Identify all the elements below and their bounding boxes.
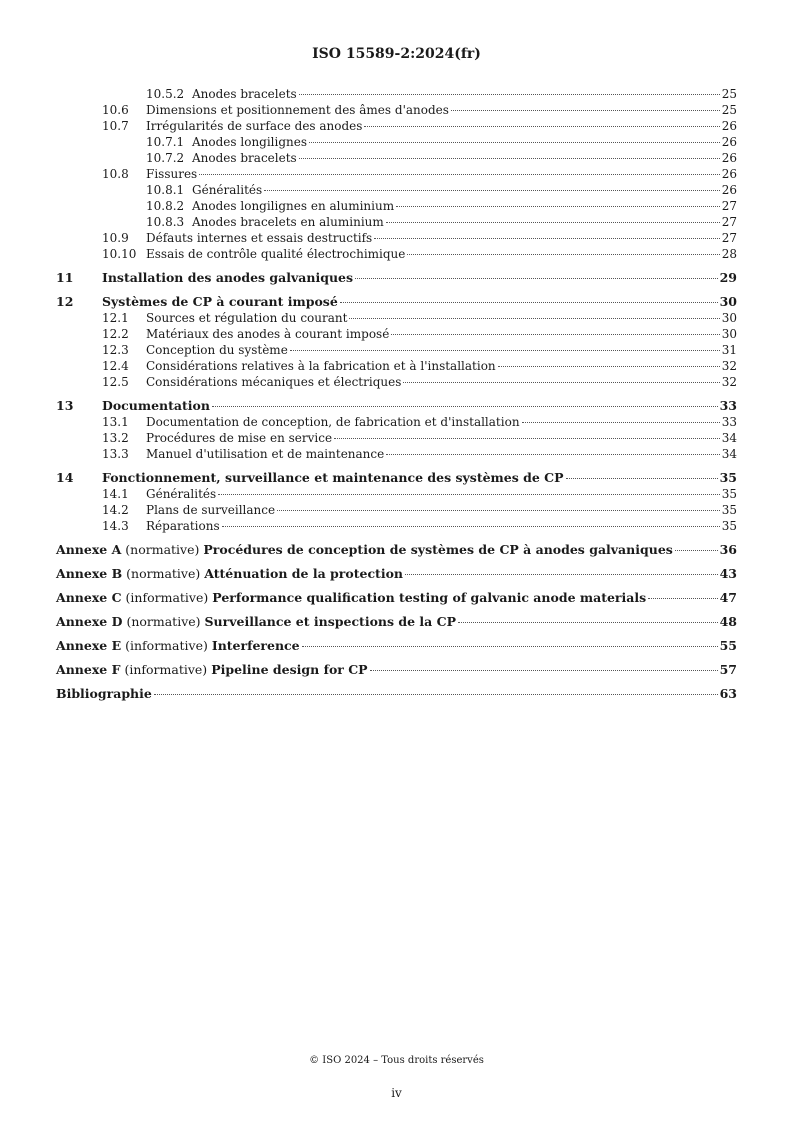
toc-entry-title: Matériaux des anodes à courant imposé bbox=[146, 327, 390, 341]
toc-entry[interactable] bbox=[56, 150, 737, 166]
dot-leader bbox=[451, 110, 720, 111]
toc-entry-page: 26 bbox=[721, 135, 737, 149]
toc-entry-title: Fissures bbox=[146, 167, 198, 181]
annex-page: 48 bbox=[719, 614, 737, 629]
toc-entry[interactable] bbox=[56, 230, 737, 246]
toc-entry[interactable] bbox=[56, 470, 737, 486]
dot-leader bbox=[302, 646, 718, 647]
toc-entry-title: Anodes longilignes en aluminium bbox=[192, 199, 395, 213]
toc-entry-number: 13.3 bbox=[102, 447, 129, 461]
toc-entry-number: 12 bbox=[56, 294, 74, 309]
dot-leader bbox=[277, 510, 720, 511]
dot-leader bbox=[403, 382, 719, 383]
toc-entry-number: 12.2 bbox=[102, 327, 129, 341]
toc-entry-page: 30 bbox=[721, 311, 737, 325]
toc-entry-number: 10.8.3 bbox=[146, 215, 185, 229]
toc-entry[interactable] bbox=[56, 246, 737, 262]
toc-entry-page: 33 bbox=[721, 415, 737, 429]
annex-id: Annexe E bbox=[56, 638, 122, 653]
toc-entry-title: Sources et régulation du courant bbox=[146, 311, 348, 325]
toc-entry[interactable] bbox=[56, 102, 737, 118]
toc-entry[interactable] bbox=[56, 270, 737, 286]
toc-entry[interactable] bbox=[56, 430, 737, 446]
toc-entry[interactable] bbox=[56, 86, 737, 102]
toc-entry-number: 10.5.2 bbox=[146, 87, 185, 101]
dot-leader bbox=[566, 478, 718, 479]
toc-entry-title: Fonctionnement, surveillance et maintenance des systèmes de CP bbox=[102, 470, 564, 485]
toc-entry-number: 10.7 bbox=[102, 119, 129, 133]
toc-entry-page: 34 bbox=[721, 447, 737, 461]
dot-leader bbox=[675, 550, 718, 551]
dot-leader bbox=[222, 526, 720, 527]
document-header: ISO 15589-2:2024(fr) bbox=[312, 46, 481, 62]
annex-title: Atténuation de la protection bbox=[204, 566, 403, 581]
dot-leader bbox=[264, 190, 720, 191]
toc-entry-title: Installation des anodes galvaniques bbox=[102, 270, 354, 285]
toc-entry-number: 10.7.1 bbox=[146, 135, 185, 149]
toc-entry-page: 35 bbox=[719, 470, 737, 485]
toc-entry-number: 10.8.2 bbox=[146, 199, 185, 213]
toc-entry[interactable] bbox=[56, 182, 737, 198]
annex-page: 47 bbox=[719, 590, 737, 605]
toc-entry-page: 29 bbox=[719, 270, 737, 285]
annex-title: Procédures de conception de systèmes de CP à anodes galvaniques bbox=[203, 542, 673, 557]
annex-id: Annexe A bbox=[56, 542, 122, 557]
toc-entry-number: 14.3 bbox=[102, 519, 129, 533]
annex-type: (normative) bbox=[125, 542, 200, 557]
dot-leader bbox=[154, 694, 718, 695]
annex-id: Annexe F bbox=[56, 662, 121, 677]
toc-entry-number: 12.3 bbox=[102, 343, 129, 357]
dot-leader bbox=[498, 366, 720, 367]
toc-entry-title: Essais de contrôle qualité électrochimique bbox=[146, 247, 406, 261]
toc-entry[interactable] bbox=[56, 166, 737, 182]
annex-page: 57 bbox=[719, 662, 737, 677]
toc-entry-title: Anodes bracelets bbox=[192, 87, 297, 101]
toc-entry-page: 27 bbox=[721, 215, 737, 229]
dot-leader bbox=[309, 142, 720, 143]
dot-leader bbox=[374, 238, 720, 239]
toc-entry-page: 30 bbox=[719, 294, 737, 309]
toc-entry[interactable] bbox=[56, 198, 737, 214]
toc-entry-number: 13 bbox=[56, 398, 74, 413]
dot-leader bbox=[212, 406, 718, 407]
toc-entry-title: Anodes longilignes bbox=[192, 135, 308, 149]
dot-leader bbox=[386, 454, 719, 455]
toc-entry-page: 31 bbox=[721, 343, 737, 357]
annex-entry[interactable] bbox=[56, 614, 737, 630]
toc-entry-number: 14.2 bbox=[102, 503, 129, 517]
toc-entry-page: 35 bbox=[721, 519, 737, 533]
toc-entry-title: Systèmes de CP à courant imposé bbox=[102, 294, 338, 309]
annex-id: Annexe B bbox=[56, 566, 123, 581]
toc-entry-title: Considérations mécaniques et électriques bbox=[146, 375, 402, 389]
toc-entry-page: 25 bbox=[721, 103, 737, 117]
toc-entry-title: Généralités bbox=[146, 487, 217, 501]
toc-entry-page: 27 bbox=[721, 199, 737, 213]
toc-entry-page: 30 bbox=[721, 327, 737, 341]
dot-leader bbox=[340, 302, 718, 303]
dot-leader bbox=[386, 222, 720, 223]
toc-entry[interactable] bbox=[56, 374, 737, 390]
dot-leader bbox=[522, 422, 720, 423]
toc-entry-title: Conception du système bbox=[146, 343, 288, 357]
toc-entry-page: 32 bbox=[721, 359, 737, 373]
dot-leader bbox=[648, 598, 717, 599]
toc-entry-number: 10.6 bbox=[102, 103, 129, 117]
toc-entry-number: 12.1 bbox=[102, 311, 129, 325]
dot-leader bbox=[334, 438, 720, 439]
toc-entry-title: Documentation bbox=[102, 398, 210, 413]
toc-entry-page: 34 bbox=[721, 431, 737, 445]
toc-entry[interactable] bbox=[56, 214, 737, 230]
annex-type: (informative) bbox=[125, 590, 209, 605]
annex-title: Pipeline design for CP bbox=[211, 662, 368, 677]
bibliography-title: Bibliographie bbox=[56, 686, 152, 701]
dot-leader bbox=[355, 278, 718, 279]
copyright-notice: © ISO 2024 – Tous droits réservés bbox=[309, 1055, 484, 1066]
annex-id: Annexe D bbox=[56, 614, 123, 629]
toc-entry-number: 10.7.2 bbox=[146, 151, 185, 165]
toc-entry-page: 25 bbox=[721, 87, 737, 101]
annex-entry[interactable] bbox=[56, 542, 737, 558]
toc-entry[interactable] bbox=[56, 118, 737, 134]
toc-entry-page: 26 bbox=[721, 183, 737, 197]
dot-leader bbox=[290, 350, 720, 351]
toc-entry-page: 26 bbox=[721, 167, 737, 181]
bibliography-entry[interactable] bbox=[56, 686, 737, 702]
toc-entry[interactable] bbox=[56, 502, 737, 518]
toc-entry-title: Procédures de mise en service bbox=[146, 431, 333, 445]
toc-entry-title: Irrégularités de surface des anodes bbox=[146, 119, 363, 133]
dot-leader bbox=[458, 622, 718, 623]
dot-leader bbox=[299, 94, 720, 95]
toc-entry-page: 27 bbox=[721, 231, 737, 245]
dot-leader bbox=[405, 574, 718, 575]
toc-entry[interactable] bbox=[56, 358, 737, 374]
toc-entry-page: 35 bbox=[721, 503, 737, 517]
toc-entry-title: Généralités bbox=[192, 183, 263, 197]
toc-entry-number: 13.2 bbox=[102, 431, 129, 445]
toc-entry-page: 26 bbox=[721, 151, 737, 165]
toc-entry-title: Manuel d'utilisation et de maintenance bbox=[146, 447, 385, 461]
toc-entry-number: 11 bbox=[56, 270, 74, 285]
annex-type: (normative) bbox=[126, 614, 201, 629]
dot-leader bbox=[396, 206, 720, 207]
annex-page: 55 bbox=[719, 638, 737, 653]
annex-page: 36 bbox=[719, 542, 737, 557]
annex-type: (normative) bbox=[126, 566, 201, 581]
dot-leader bbox=[299, 158, 720, 159]
dot-leader bbox=[218, 494, 720, 495]
toc-entry-title: Défauts internes et essais destructifs bbox=[146, 231, 373, 245]
toc-entry[interactable] bbox=[56, 446, 737, 462]
annex-page: 43 bbox=[719, 566, 737, 581]
annex-id: Annexe C bbox=[56, 590, 122, 605]
annex-entry[interactable] bbox=[56, 566, 737, 582]
table-of-contents bbox=[56, 86, 737, 702]
toc-entry-page: 28 bbox=[721, 247, 737, 261]
toc-entry[interactable] bbox=[56, 294, 737, 310]
annex-entry[interactable] bbox=[56, 662, 737, 678]
toc-entry[interactable] bbox=[56, 486, 737, 502]
toc-entry-number: 10.8 bbox=[102, 167, 129, 181]
toc-entry-number: 14.1 bbox=[102, 487, 129, 501]
bibliography-page: 63 bbox=[719, 686, 737, 701]
dot-leader bbox=[370, 670, 718, 671]
dot-leader bbox=[364, 126, 719, 127]
toc-entry-page: 26 bbox=[721, 119, 737, 133]
toc-entry-title: Anodes bracelets en aluminium bbox=[192, 215, 384, 229]
toc-entry[interactable] bbox=[56, 518, 737, 534]
annex-entry[interactable] bbox=[56, 638, 737, 654]
toc-entry-title: Dimensions et positionnement des âmes d'anodes bbox=[146, 103, 449, 117]
toc-entry-title: Plans de surveillance bbox=[146, 503, 276, 517]
toc-entry-number: 10.8.1 bbox=[146, 183, 185, 197]
dot-leader bbox=[349, 318, 719, 319]
toc-entry-number: 14 bbox=[56, 470, 74, 485]
dot-leader bbox=[391, 334, 719, 335]
toc-entry[interactable] bbox=[56, 310, 737, 326]
toc-entry[interactable] bbox=[56, 414, 737, 430]
toc-entry-page: 35 bbox=[721, 487, 737, 501]
toc-entry-number: 12.5 bbox=[102, 375, 129, 389]
toc-entry-page: 32 bbox=[721, 375, 737, 389]
toc-entry-page: 33 bbox=[719, 398, 737, 413]
annex-title: Interference bbox=[211, 638, 300, 653]
toc-entry-number: 10.10 bbox=[102, 247, 137, 261]
toc-entry-title: Réparations bbox=[146, 519, 220, 533]
annex-type: (informative) bbox=[125, 638, 208, 653]
annex-entry[interactable] bbox=[56, 590, 737, 606]
toc-entry-number: 10.9 bbox=[102, 231, 129, 245]
toc-entry-number: 13.1 bbox=[102, 415, 129, 429]
toc-entry[interactable] bbox=[56, 326, 737, 342]
toc-entry[interactable] bbox=[56, 134, 737, 150]
toc-entry-number: 12.4 bbox=[102, 359, 129, 373]
toc-entry-title: Anodes bracelets bbox=[192, 151, 297, 165]
dot-leader bbox=[199, 174, 720, 175]
annex-type: (informative) bbox=[124, 662, 208, 677]
toc-entry-title: Considérations relatives à la fabrication et à l'installation bbox=[146, 359, 496, 373]
annex-title: Performance qualification testing of galvanic anode materials bbox=[212, 590, 647, 605]
annex-title: Surveillance et inspections de la CP bbox=[204, 614, 456, 629]
dot-leader bbox=[407, 254, 719, 255]
page-number: iv bbox=[391, 1086, 402, 1100]
toc-entry-title: Documentation de conception, de fabrication et d'installation bbox=[146, 415, 520, 429]
toc-entry[interactable] bbox=[56, 398, 737, 414]
toc-entry[interactable] bbox=[56, 342, 737, 358]
